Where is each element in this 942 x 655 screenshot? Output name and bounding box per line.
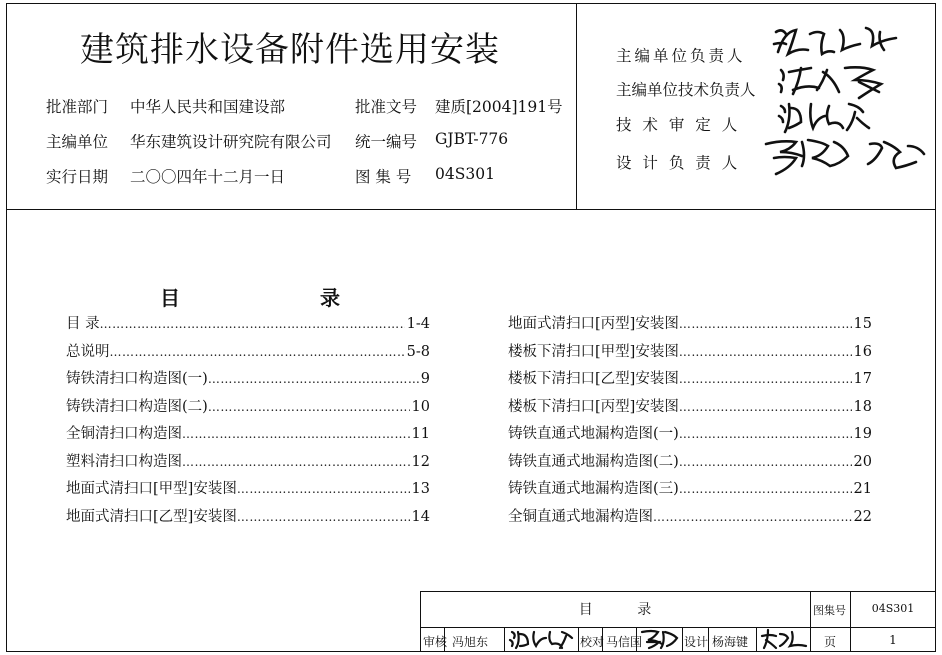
toc-entry-name: 地面式清扫口[丙型]安装图 xyxy=(508,316,679,332)
toc-entry-name: 铸铁清扫口构造图(二) xyxy=(66,398,208,415)
toc-entry-name: 全铜直通式地漏构造图 xyxy=(508,508,653,525)
toc-entry-name: 楼板下清扫口[乙型]安装图 xyxy=(508,371,679,387)
toc-entry-page: 12 xyxy=(411,453,430,470)
handwritten-signature xyxy=(775,100,875,138)
leader-dots xyxy=(208,372,419,386)
toc-entry-name: 铸铁直通式地漏构造图(一) xyxy=(508,426,679,442)
toc-entry[interactable] xyxy=(508,367,872,395)
leader-dots xyxy=(679,345,852,359)
title-block-border xyxy=(420,591,936,592)
leader-dots xyxy=(679,455,852,469)
review-signature xyxy=(508,628,576,650)
toc-entry[interactable] xyxy=(508,422,872,450)
toc-entry[interactable] xyxy=(508,450,872,478)
leader-dots xyxy=(679,372,852,386)
toc-entry-page: 17 xyxy=(853,371,872,387)
toc-entry-name: 塑料清扫口构造图 xyxy=(66,453,182,470)
info-value: 二〇〇四年十二月一日 xyxy=(130,168,286,186)
handwritten-signature xyxy=(770,22,910,62)
toc-entry-page: 13 xyxy=(411,481,430,497)
signature-label: 设 计 负 责 人 xyxy=(616,154,741,172)
design-name: 杨海键 xyxy=(712,635,749,649)
info-value: 中华人民共和国建设部 xyxy=(130,98,286,116)
header-column-divider xyxy=(576,3,577,209)
signature-label: 技 术 审 定 人 xyxy=(616,116,741,134)
toc-title: 目 xyxy=(160,286,180,310)
toc-entry[interactable] xyxy=(66,367,430,395)
toc-entry[interactable] xyxy=(66,312,430,340)
toc-entry-page: 20 xyxy=(853,453,872,470)
toc-entry-page: 14 xyxy=(411,508,430,525)
leader-dots xyxy=(110,345,405,359)
info-value: GJBT-776 xyxy=(435,130,509,148)
review-name: 冯旭东 xyxy=(452,635,489,649)
toc-entry[interactable] xyxy=(66,450,430,478)
toc-entry-page: 15 xyxy=(853,316,872,332)
title-block-divider xyxy=(578,627,579,651)
leader-dots xyxy=(182,455,410,469)
toc-entry[interactable] xyxy=(66,395,430,423)
title-block xyxy=(420,591,936,651)
toc-entry[interactable] xyxy=(66,422,430,450)
toc-entry-page: 22 xyxy=(853,508,872,525)
toc-entry[interactable] xyxy=(508,395,872,423)
toc-entry-name: 地面式清扫口[甲型]安装图 xyxy=(66,481,237,497)
toc-title: 录 xyxy=(320,286,340,310)
toc-entry-page: 18 xyxy=(853,398,872,415)
atlas-value: 04S301 xyxy=(871,602,915,615)
info-key: 主编单位 xyxy=(46,133,109,151)
toc-entry-page: 5-8 xyxy=(406,343,430,360)
toc-entry-page: 1-4 xyxy=(406,316,430,332)
signature-label: 主编单位负责人 xyxy=(616,47,746,65)
toc-entry[interactable] xyxy=(508,477,872,505)
check-name: 马信国 xyxy=(606,635,643,649)
check-label: 校对 xyxy=(580,635,605,649)
design-label: 设计 xyxy=(684,635,709,649)
toc-entry[interactable] xyxy=(508,312,872,340)
toc-entry-name: 铸铁直通式地漏构造图(二) xyxy=(508,453,679,470)
leader-dots xyxy=(100,317,405,331)
toc-entry-name: 地面式清扫口[乙型]安装图 xyxy=(66,508,237,525)
toc-entry[interactable] xyxy=(508,505,872,533)
toc-entry-name: 目 录 xyxy=(66,316,100,332)
toc-entry[interactable] xyxy=(66,340,430,368)
toc-entry-page: 19 xyxy=(853,426,872,442)
leader-dots xyxy=(679,482,852,496)
toc-entry-page: 21 xyxy=(853,481,872,497)
leader-dots xyxy=(679,427,852,441)
info-value: 04S301 xyxy=(435,165,495,183)
leader-dots xyxy=(679,317,852,331)
leader-dots xyxy=(182,427,410,441)
toc-entry-page: 9 xyxy=(420,371,430,387)
check-signature xyxy=(639,628,681,650)
leader-dots xyxy=(237,510,410,524)
info-key: 批准部门 xyxy=(46,98,109,116)
toc-list-right xyxy=(508,312,872,532)
toc-entry-name: 铸铁直通式地漏构造图(三) xyxy=(508,481,679,497)
info-value: 建质[2004]191号 xyxy=(435,98,563,116)
toc-entry-name: 全铜清扫口构造图 xyxy=(66,426,182,442)
title-block-divider xyxy=(756,627,757,651)
toc-entry-page: 16 xyxy=(853,343,872,360)
toc-entry-name: 铸铁清扫口构造图(一) xyxy=(66,371,208,387)
title-block-divider xyxy=(504,627,505,651)
info-key: 统一编号 xyxy=(355,133,418,151)
sheet-title: 目 录 xyxy=(578,602,652,618)
toc-entry[interactable] xyxy=(66,477,430,505)
signature-label: 主编单位技术负责人 xyxy=(616,81,756,99)
design-signature xyxy=(758,628,810,650)
toc-entry-page: 11 xyxy=(411,426,430,442)
toc-entry[interactable] xyxy=(66,505,430,533)
leader-dots xyxy=(208,400,410,414)
title-block-divider xyxy=(708,627,709,651)
toc-entry-name: 楼板下清扫口[甲型]安装图 xyxy=(508,343,679,360)
info-key: 批准文号 xyxy=(355,98,418,116)
handwritten-signature xyxy=(762,134,932,178)
header-divider xyxy=(6,209,936,210)
atlas-label: 图集号 xyxy=(813,604,846,617)
handwritten-signature xyxy=(775,62,905,102)
review-label: 审核 xyxy=(423,635,448,649)
info-value: 华东建筑设计研究院有限公司 xyxy=(130,133,332,151)
title-block-divider xyxy=(682,627,683,651)
toc-entry-name: 总说明 xyxy=(66,343,110,360)
page-label: 页 xyxy=(823,635,836,649)
leader-dots xyxy=(679,400,852,414)
leader-dots xyxy=(237,482,410,496)
toc-entry-page: 10 xyxy=(411,398,430,415)
info-key: 实行日期 xyxy=(46,168,109,186)
toc-entry[interactable] xyxy=(508,340,872,368)
leader-dots xyxy=(653,510,852,524)
toc-entry-name: 楼板下清扫口[丙型]安装图 xyxy=(508,398,679,415)
toc-list-left xyxy=(66,312,430,532)
page-number: 1 xyxy=(889,633,897,647)
page-title: 建筑排水设备附件选用安装 xyxy=(80,30,500,70)
info-key: 图 集 号 xyxy=(355,168,412,186)
